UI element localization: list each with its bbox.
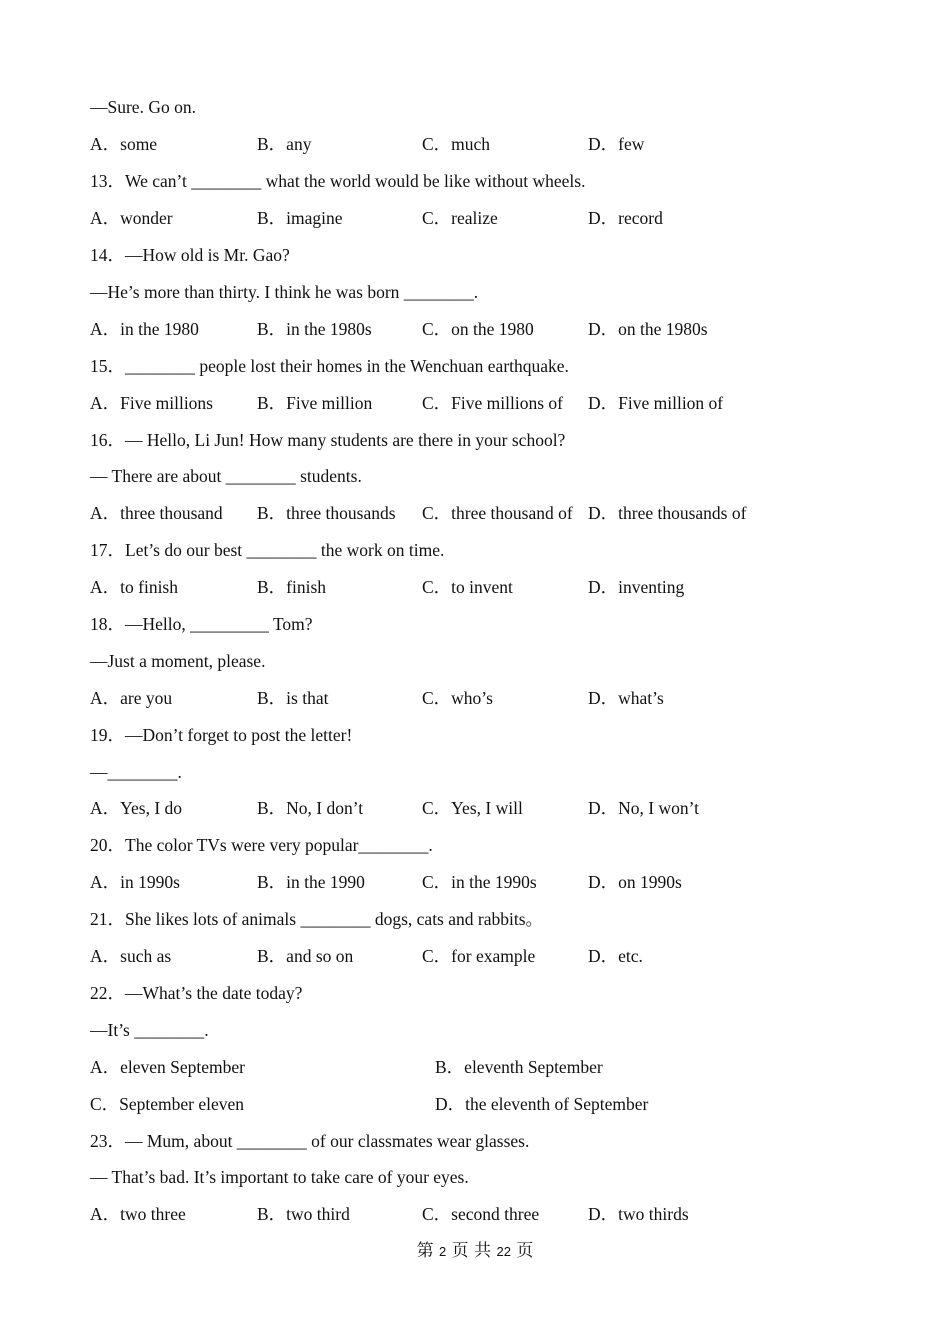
option-d: D．on 1990s	[588, 872, 682, 892]
options-row	[90, 316, 910, 342]
option-d: D．No, I won’t	[588, 798, 699, 818]
options-row	[90, 390, 910, 416]
options-row	[90, 943, 910, 969]
option-b: B．finish	[257, 577, 327, 597]
option-b: B．in the 1980s	[257, 319, 372, 339]
option-b: B．imagine	[257, 208, 343, 228]
page-middle: 页 共	[451, 1241, 492, 1261]
option-b: B．any	[257, 134, 312, 154]
dialogue-line: —Just a moment, please.	[90, 651, 266, 671]
question-22: 22．—What’s the date today?	[90, 983, 303, 1003]
option-a: A．in the 1980	[90, 319, 199, 339]
question-18: 18．—Hello, _________ Tom?	[90, 614, 313, 634]
option-a: A．eleven September	[90, 1057, 246, 1077]
option-b: B．is that	[257, 688, 329, 708]
options-row	[90, 131, 910, 157]
options-row	[90, 1091, 910, 1117]
option-d: D．inventing	[588, 577, 685, 597]
option-d: D．two thirds	[588, 1204, 689, 1224]
option-a: A．three thousand	[90, 503, 223, 523]
option-a: A．are you	[90, 688, 173, 708]
question-13: 13．We can’t ________ what the world would be like without wheels.	[90, 171, 586, 191]
options-row	[90, 795, 910, 821]
question-17: 17．Let’s do our best ________ the work on time.	[90, 540, 445, 560]
question-15: 15．________ people lost their homes in the Wenchuan earthquake.	[90, 356, 569, 376]
question-14: 14．—How old is Mr. Gao?	[90, 245, 290, 265]
option-b: B．two third	[257, 1204, 350, 1224]
option-c: C．who’s	[422, 688, 493, 708]
option-b: B．Five million	[257, 393, 373, 413]
option-b: B．No, I don’t	[257, 798, 364, 818]
option-a: A．Five millions	[90, 393, 213, 413]
option-c: C．on the 1980	[422, 319, 534, 339]
option-c: C．realize	[422, 208, 498, 228]
option-c: C．to invent	[422, 577, 513, 597]
question-21: 21．She likes lots of animals ________ dogs, cats and rabbits。	[90, 909, 544, 929]
option-b: B．three thousands	[257, 503, 396, 523]
option-d: D．what’s	[588, 688, 664, 708]
option-d: D．the eleventh of September	[435, 1094, 649, 1114]
page-number: 2	[439, 1244, 447, 1259]
option-d: D．on the 1980s	[588, 319, 708, 339]
page-footer	[0, 1238, 950, 1264]
option-a: A．such as	[90, 946, 172, 966]
option-b: B．in the 1990	[257, 872, 365, 892]
option-d: D．three thousands of	[588, 503, 747, 523]
option-c: C．much	[422, 134, 491, 154]
options-row	[90, 205, 910, 231]
option-d: D．Five million of	[588, 393, 724, 413]
options-row	[90, 685, 910, 711]
option-a: A．some	[90, 134, 158, 154]
option-d: D．etc.	[588, 946, 643, 966]
option-c: C．September eleven	[90, 1094, 245, 1114]
dialogue-line: —It’s ________.	[90, 1020, 209, 1040]
dialogue-line: —He’s more than thirty. I think he was born ________.	[90, 282, 479, 302]
options-row	[90, 869, 910, 895]
options-row	[90, 574, 910, 600]
page-total: 22	[496, 1244, 511, 1259]
options-row	[90, 1201, 910, 1227]
option-c: C．Five millions of	[422, 393, 563, 413]
question-20: 20．The color TVs were very popular________.	[90, 835, 433, 855]
option-c: C．for example	[422, 946, 536, 966]
page-suffix: 页	[516, 1241, 534, 1261]
options-row	[90, 500, 910, 526]
option-d: D．record	[588, 208, 663, 228]
option-b: B．and so on	[257, 946, 354, 966]
option-b: B．eleventh September	[435, 1057, 603, 1077]
option-c: C．three thousand of	[422, 503, 573, 523]
option-a: A．Yes, I do	[90, 798, 183, 818]
dialogue-line: — That’s bad. It’s important to take care of your eyes.	[90, 1167, 469, 1187]
option-a: A．two three	[90, 1204, 186, 1224]
option-d: D．few	[588, 134, 645, 154]
question-19: 19．—Don’t forget to post the letter!	[90, 725, 353, 745]
dialogue-line: —Sure. Go on.	[90, 97, 196, 117]
page-prefix: 第	[416, 1241, 434, 1261]
question-16: 16．— Hello, Li Jun! How many students are there in your school?	[90, 430, 566, 450]
option-c: C．in the 1990s	[422, 872, 537, 892]
options-row	[90, 1054, 910, 1080]
dialogue-line: — There are about ________ students.	[90, 466, 362, 486]
option-c: C．Yes, I will	[422, 798, 523, 818]
option-a: A．wonder	[90, 208, 173, 228]
question-23: 23．— Mum, about ________ of our classmates wear glasses.	[90, 1131, 530, 1151]
option-a: A．in 1990s	[90, 872, 180, 892]
option-a: A．to finish	[90, 577, 178, 597]
dialogue-line: —________.	[90, 762, 182, 782]
option-c: C．second three	[422, 1204, 540, 1224]
